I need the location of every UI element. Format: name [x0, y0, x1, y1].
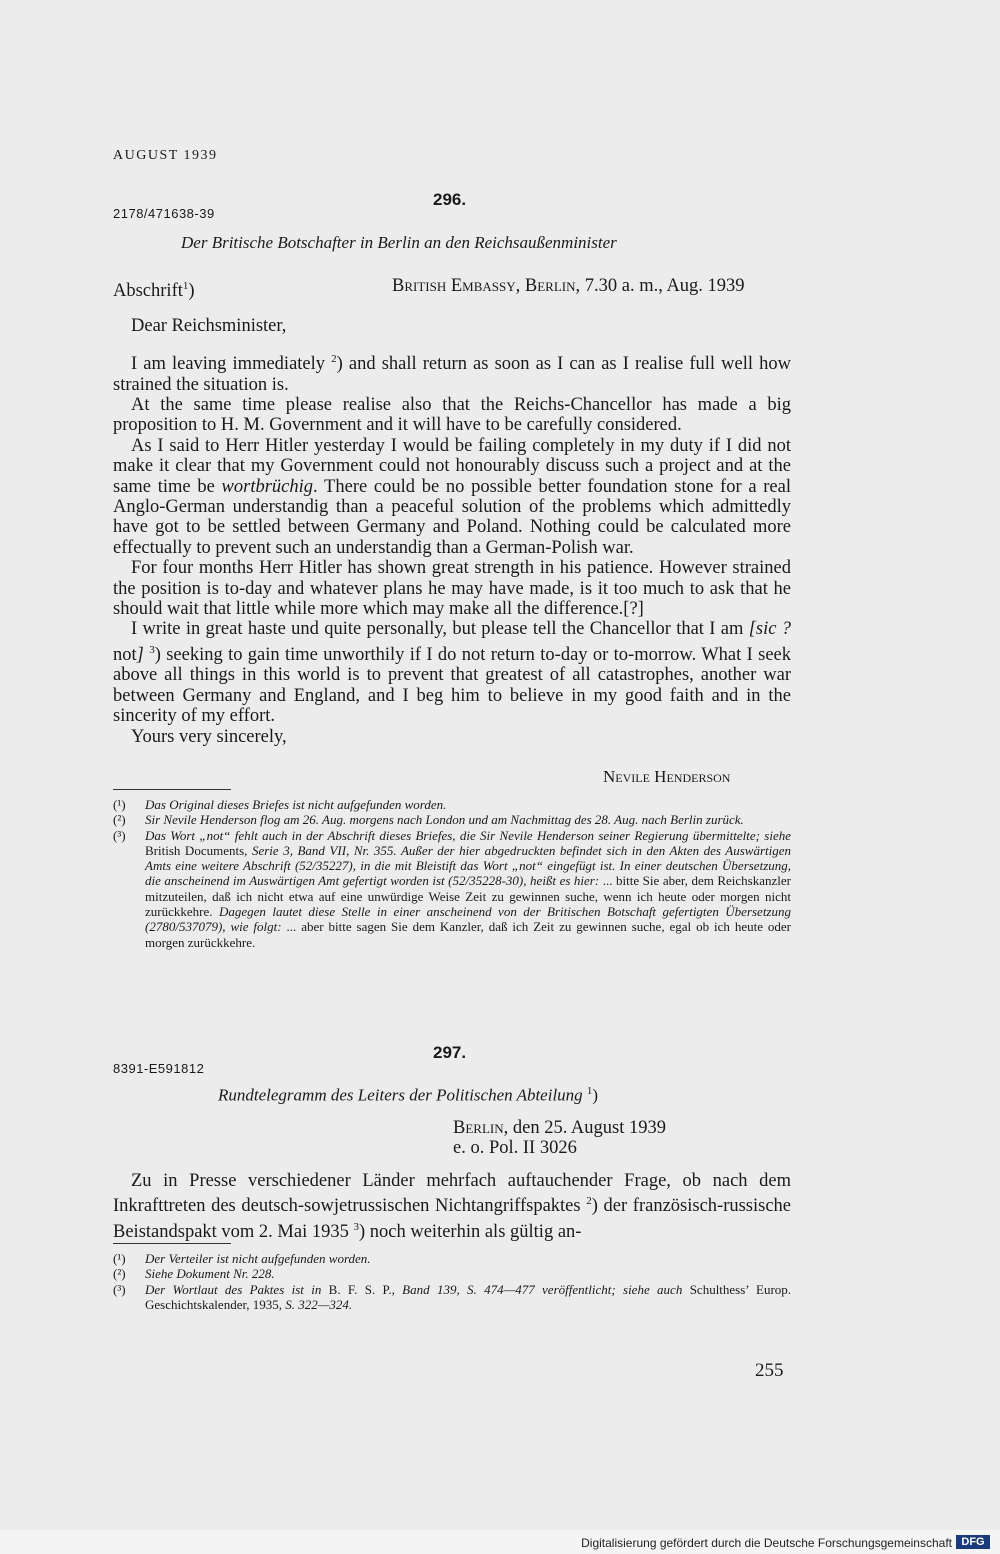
dateline-296	[392, 276, 745, 296]
editorial-note: ]	[136, 645, 144, 665]
footnote-text-part: British Documents,	[145, 842, 248, 858]
paragraph: At the same time please realise also that the Reichs-Chancellor has made a big proposition to H. M. Government and it will have to be carefully considered.	[113, 394, 791, 436]
footnote-mark: (³)	[113, 827, 126, 843]
paragraph	[113, 349, 791, 395]
editorial-note: [sic ?	[748, 619, 792, 640]
footnote-ref-2: 2	[331, 353, 337, 365]
copy-label-text: Abschrift	[113, 281, 183, 302]
footnote-text-part: Schulthess’ Europ. Geschichtskalender, 1935,	[145, 1281, 792, 1312]
footnote-1	[113, 1251, 791, 1266]
footnote-mark: (²)	[113, 1266, 126, 1282]
closing: Yours very sincerely,	[131, 726, 287, 747]
footnote-text: Der Verteiler ist nicht aufgefunden worden.	[145, 1251, 371, 1266]
footnote-ref-2: 2	[586, 1195, 592, 1208]
dateline-place: British Embassy, Berlin	[392, 276, 576, 296]
footnote-ref-3: 3	[149, 643, 155, 656]
letter-body-296	[113, 349, 791, 747]
dateline-time: , 7.30 a. m., Aug. 1939	[575, 276, 745, 296]
footnote-text-part: ... bitte Sie aber, dem Reichskanzler mitzuteilen, daß ich nicht etwa auf eine unwürdige Weise Zeit zu gewinnen suche, wenn ich heute oder morgen nicht zurückkehre.	[145, 873, 791, 920]
footnotes-296	[113, 797, 791, 950]
paragraph-text: Zu in Presse verschiedener Länder mehrfach auftauchender Frage, ob nach dem Inkrafttreten des deutsch-sowjetrussischen Nichtangriffspaktes	[113, 1171, 791, 1217]
paragraph-text: I write in great haste und quite personally, but please tell the Chancellor that I am	[131, 619, 744, 640]
document-title-text: Rundtelegramm des Leiters der Politischen Abteilung	[218, 1085, 583, 1105]
footnote-3	[113, 1282, 791, 1313]
footnote-1	[113, 797, 791, 812]
paragraph-text: I am leaving immediately	[131, 354, 326, 375]
document-reference-296: 2178/471638-39	[113, 206, 215, 221]
dfg-logo-icon: DFG	[956, 1535, 990, 1549]
signature: Nevile Henderson	[603, 767, 731, 786]
footnote-text	[145, 1282, 791, 1313]
dateline-297	[453, 1118, 666, 1138]
document-reference-297: 8391-E591812	[113, 1061, 205, 1076]
footnote-text-part: Dagegen lautet diese Stelle in einer anscheinend von der Britischen Botschaft gefertigten Übersetzung (2780/537079), wie folgt:	[145, 904, 791, 935]
paragraph	[113, 436, 791, 558]
paragraph-text: ) and shall return as soon as I can as I realise full well how strained the situation is.	[113, 354, 791, 395]
document-number-297: 297.	[433, 1043, 467, 1062]
footnote-ref-1: 1	[586, 1085, 593, 1097]
footnote-2	[113, 812, 791, 827]
dateline-date: , den 25. August 1939	[503, 1118, 666, 1138]
footnote-text-part: B. F. S. P.,	[328, 1281, 395, 1297]
footer-credit: Digitalisierung gefördert durch die Deutsche Forschungsgemeinschaft	[581, 1536, 952, 1550]
paragraph-text: . There could be no possible better foundation stone for a real Anglo-German understandig than a peaceful solution of the problems which admittedly have got to be settled between Germany and Poland. Nothing could be calculated more effectually to prevent such an understandig than a German-Polish war.	[113, 476, 791, 558]
emphasized-word: wortbrüchig	[221, 476, 314, 497]
paragraph	[113, 619, 791, 726]
editorial-insert: not	[113, 645, 137, 665]
file-reference: e. o. Pol. II 3026	[453, 1138, 577, 1158]
footnote-mark: (¹)	[113, 1251, 126, 1266]
copy-label: Abschrift$^1$)	[113, 280, 195, 302]
footnote-2	[113, 1266, 791, 1281]
footnotes-297	[113, 1251, 791, 1312]
footnote-ref-1: 1	[182, 280, 189, 292]
footnote-divider	[113, 789, 231, 790]
telegram-body-297	[113, 1171, 791, 1243]
footnote-text-part: ... aber bitte sagen Sie dem Kanzler, daß ich Zeit zu gewinnen suche, egal ob ich heute oder morgen zurückkehre.	[145, 919, 791, 950]
paragraph	[113, 1171, 791, 1243]
document-title-297: Rundtelegramm des Leiters der Politischen Abteilung $^1$)	[218, 1085, 599, 1105]
footnote-3	[113, 828, 791, 950]
footnote-mark: (¹)	[113, 797, 126, 812]
footnote-text-part: Das Wort „not“ fehlt auch in der Abschrift dieses Briefes, die Sir Nevile Henderson seiner Regierung übermittelte; siehe	[145, 827, 791, 843]
footnote-ref-3: 3	[353, 1220, 359, 1233]
footnote-text-part: S. 322—324.	[285, 1296, 353, 1312]
footnote-text: Sir Nevile Henderson flog am 26. Aug. morgens nach London und am Nachmittag des 28. Aug. nach Berlin zurück.	[145, 812, 744, 828]
footnote-mark: (²)	[113, 812, 126, 828]
footnote-text-part: Der Wortlaut des Paktes ist in	[145, 1281, 322, 1297]
footnote-divider	[113, 1243, 231, 1244]
footnote-text-part: Band 139, S. 474—477 veröffentlicht; siehe auch	[402, 1281, 683, 1297]
footnote-text: Das Original dieses Briefes ist nicht aufgefunden worden.	[145, 797, 447, 812]
dateline-place: Berlin	[453, 1118, 504, 1138]
footnote-text: Siehe Dokument Nr. 228.	[145, 1266, 275, 1282]
page-number: 255	[755, 1360, 784, 1381]
salutation: Dear Reichsminister,	[131, 316, 287, 336]
paragraph: For four months Herr Hitler has shown great strength in his patience. However strained the position is to-day and whatever plans he may have made, is it too much to ask that he should wait that little while more which may make all the difference.[?]	[113, 558, 791, 620]
page-header: AUGUST 1939	[113, 148, 218, 163]
paragraph-text: ) seeking to gain time unworthily if I do not return to-day or to-morrow. What I seek above all things in this world is to prevent that greatest of all catastrophes, another war between Germany and England, and I beg him to believe in my good faith and in the sincerity of my effort.	[113, 645, 791, 727]
footnote-text-part: Serie 3, Band VII, Nr. 355. Außer der hier abgedruckten befindet sich in den Akten des Auswärtigen Amts eine weitere Abschrift (52/35227), in die mit Bleistift das Wort „not“ eingefügt ist. In einer deutschen Übersetzung, die anscheinend im Auswärtigen Amt gefertigt worden ist (52/35228-30), heißt es hier:	[145, 842, 792, 889]
document-title-296: Der Britische Botschafter in Berlin an den Reichsaußenminister	[181, 233, 617, 252]
paragraph-text: As I said to Herr Hitler yesterday I would be failing completely in my duty if I did not make it clear that my Government could not honourably discuss such a project and at the same time be	[113, 435, 791, 497]
paragraph-text: ) noch weiterhin als gültig an-	[358, 1222, 582, 1243]
document-number-296: 296.	[433, 190, 467, 209]
paragraph-text: ) der französisch-russische Beistandspakt vom 2. Mai 1935	[113, 1196, 792, 1243]
footnote-text	[145, 828, 791, 950]
footnote-mark: (³)	[113, 1281, 126, 1297]
